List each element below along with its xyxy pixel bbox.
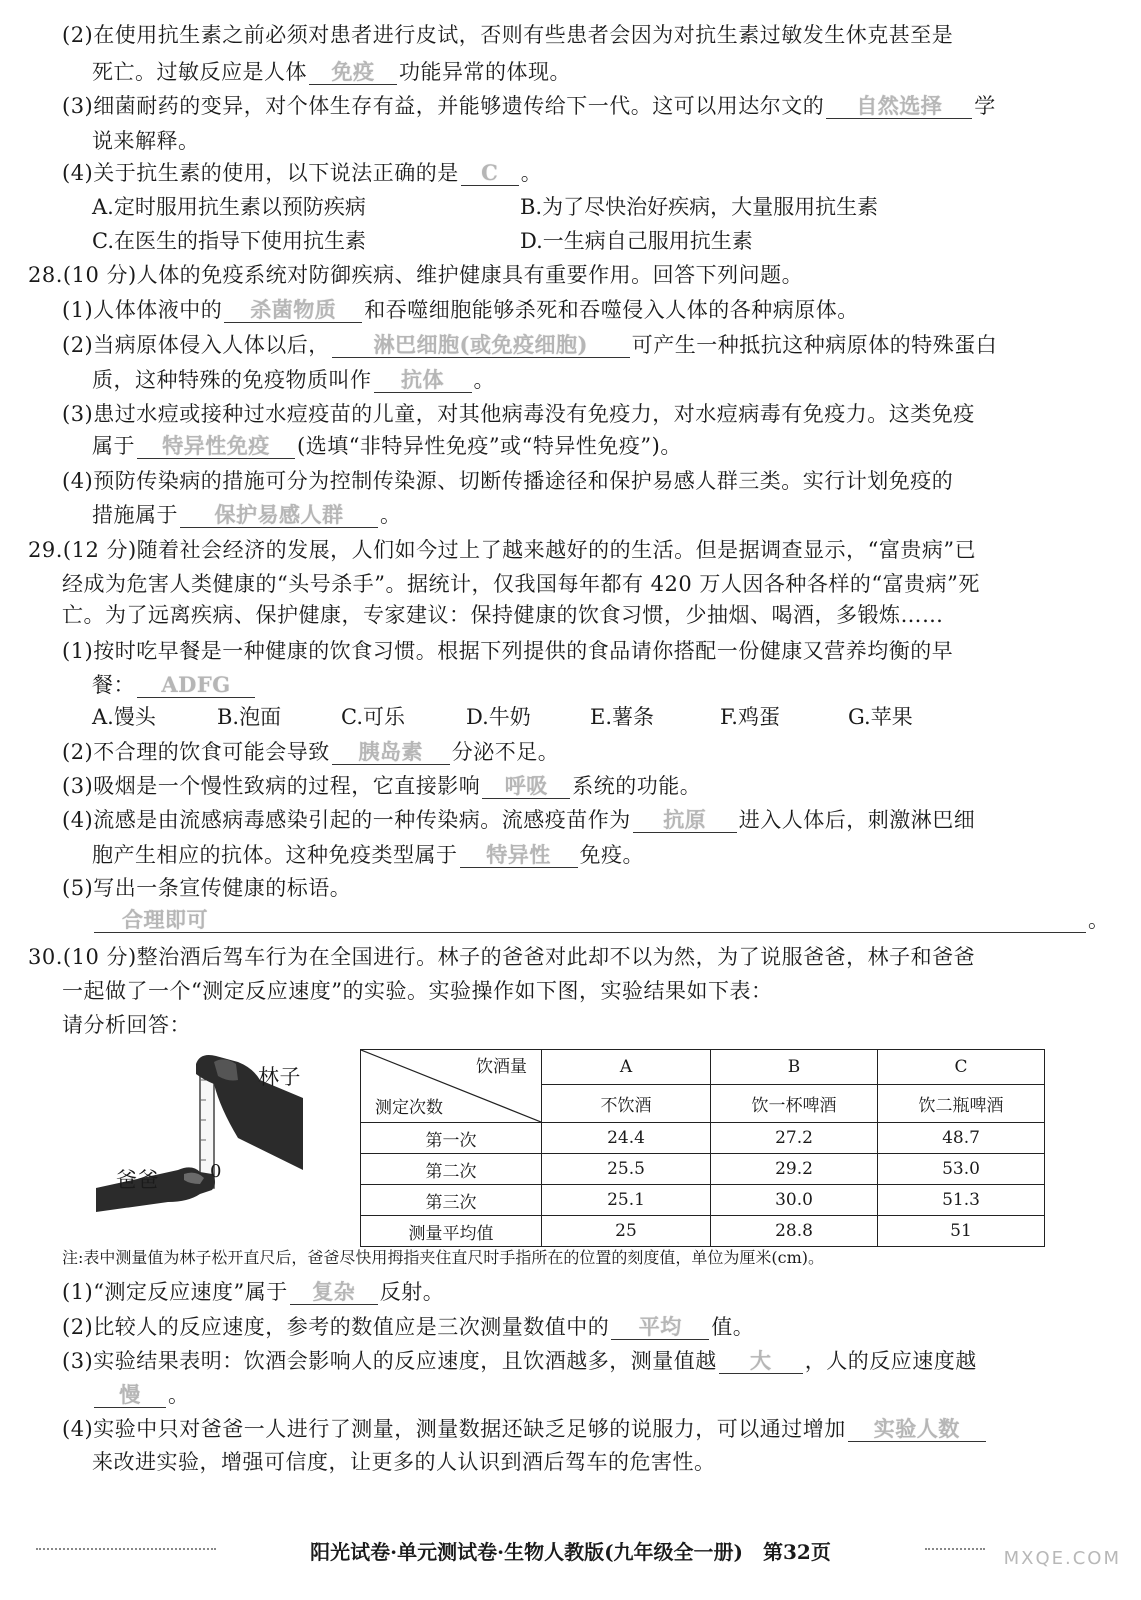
answer-blank: 特异性免疫 [137,434,295,459]
option-c: C.在医生的指导下使用抗生素 [92,229,366,253]
answer-blank: C [461,161,519,186]
q29-part5: (5)写出一条宣传健康的标语。 [62,876,352,900]
text: 进入人体后，刺激淋巴细 [738,808,976,832]
text: 学 [974,94,996,118]
answer-blank: 慢 [94,1383,166,1408]
text: 胞产生相应的抗体。这种免疫类型属于 [92,843,458,867]
q30-heading-line1: 30.(10 分)整治酒后驾车行为在全国进行。林子的爸爸对此却不以为然，为了说服爸爸，林子和爸爸 [28,945,976,969]
q30-heading-line2: 一起做了一个“测定反应速度”的实验。实验操作如下图，实验结果如下表： [62,979,773,1003]
column-header-desc: 不饮酒 [542,1085,711,1123]
table-cell: 24.4 [542,1123,711,1154]
reaction-data-table [360,1049,1045,1247]
text: (1)“测定反应速度”属于 [62,1280,288,1304]
text: (3)细菌耐药的变异，对个体生存有益，并能够遗传给下一代。这可以用达尔文的 [62,94,825,118]
answer-blank: 特异性 [460,843,578,868]
text: (3)吸烟是一个慢性致病的过程，它直接影响 [62,774,481,798]
q30-part2 [62,1312,754,1342]
q29-part2 [62,737,559,767]
option-b: B.为了尽快治好疾病，大量服用抗生素 [520,195,879,219]
text: (2)比较人的反应速度，参考的数值应是三次测量数值中的 [62,1315,610,1339]
text: 餐： [92,673,135,697]
food-option: E.薯条 [590,705,655,729]
q28-part4-line2 [92,500,402,530]
text: 措施属于 [92,503,178,527]
text: 属于 [92,434,135,458]
q29-part4-line2 [92,840,644,870]
text: 质，这种特殊的免疫物质叫作 [92,368,372,392]
answer-blank: 复杂 [290,1280,378,1305]
row-label: 测量平均值 [361,1216,542,1247]
text: 。 [168,1383,190,1407]
text: (3)实验结果表明：饮酒会影响人的反应速度，且饮酒越多，测量值越 [62,1349,717,1373]
answer-blank: 呼吸 [482,774,570,799]
q30-part4-line1 [62,1414,988,1444]
answer-blank: ADFG [137,673,255,698]
food-option: G.苹果 [848,705,913,729]
corner-diagonal-cell [361,1050,541,1122]
table-row [361,1123,1045,1154]
text: (4)实验中只对爸爸一人进行了测量，测量数据还缺乏足够的说服力，可以通过增加 [62,1417,846,1441]
text: 。 [380,503,402,527]
corner-header-top: 饮酒量 [476,1057,527,1077]
text: ，人的反应速度越 [804,1349,977,1373]
answer-blank: 实验人数 [848,1417,986,1442]
text: 和吞噬细胞能够杀死和吞噬侵入人体的各种病原体。 [364,298,859,322]
answer-blank: 大 [719,1349,803,1374]
text: (2)不合理的饮食可能会导致 [62,740,330,764]
q28-part1 [62,295,859,325]
figure-label-linzi: 林子 [258,1065,301,1089]
q28-part3-line2 [92,431,682,461]
food-option: D.牛奶 [466,705,531,729]
column-header-letter: B [711,1050,878,1085]
answer-blank: 平均 [611,1315,709,1340]
column-header-letter: C [878,1050,1045,1085]
table-cell: 48.7 [878,1123,1045,1154]
text: 功能异常的体现。 [399,60,571,84]
column-header-desc: 饮一杯啤酒 [711,1085,878,1123]
answer-blank: 抗体 [374,368,472,393]
q27-part2-line2 [92,57,571,87]
q29-part3 [62,771,701,801]
watermark-text: MXQE.COM [1003,1548,1121,1569]
q28-part2-line2 [92,365,495,395]
q27-part3-line2: 说来解释。 [92,129,200,153]
row-label: 第三次 [361,1185,542,1216]
table-cell: 25.1 [542,1185,711,1216]
food-option: A.馒头 [92,705,156,729]
q30-part4-line2: 来改进实验，增强可信度，让更多的人认识到酒后驾车的危害性。 [92,1450,716,1474]
answer-blank: 胰岛素 [332,740,450,765]
q29-part5-answer-line [92,905,1110,935]
q29-heading-line3: 亡。为了远离疾病、保护健康，专家建议：保持健康的饮食习惯，少抽烟、喝酒，多锻炼…… [62,603,944,627]
column-header-letter: A [542,1050,711,1085]
q27-part3-line1 [62,91,996,121]
q28-part4-line1: (4)预防传染病的措施可分为控制传染源、切断传播途径和保护易感人群三类。实行计划免疫的 [62,469,954,493]
answer-blank: 杀菌物质 [224,298,362,323]
text: 值。 [711,1315,755,1339]
q28-part3-line1: (3)患过水痘或接种过水痘疫苗的儿童，对其他病毒没有免疫力，对水痘病毒有免疫力。这类免疫 [62,402,975,426]
row-label: 第二次 [361,1154,542,1185]
answer-blank: 合理即可 [94,908,1086,933]
text: (4)关于抗生素的使用，以下说法正确的是 [62,161,459,185]
table-cell: 29.2 [711,1154,878,1185]
text: 。 [473,368,495,392]
text: (1)人体体液中的 [62,298,223,322]
option-d: D.一生病自己服用抗生素 [520,229,753,253]
q28-heading: 28.(10 分)人体的免疫系统对防御疾病、维护健康具有重要作用。回答下列问题。 [28,263,804,287]
table-cell: 25 [542,1216,711,1247]
table-corner-cell [361,1050,542,1123]
q30-heading-line3: 请分析回答： [62,1013,191,1037]
figure-label-father: 爸爸 [116,1168,159,1192]
q29-part1-line2 [92,670,257,700]
q27-part4 [62,158,542,188]
figure-label-zero: 0 [210,1161,222,1182]
text: 反射。 [379,1280,445,1304]
text: 死亡。过敏反应是人体 [92,60,307,84]
table-note: 注:表中测量值为林子松开直尺后，爸爸尽快用拇指夹住直尺时手指所在的位置的刻度值，单位为厘米(cm)。 [62,1248,825,1267]
page-footer: 阳光试卷·单元测试卷·生物人教版(九年级全一册) 第32页 [310,1540,831,1564]
column-header-desc: 饮二瓶啤酒 [878,1085,1045,1123]
text: 免疫。 [579,843,644,867]
table-cell: 27.2 [711,1123,878,1154]
answer-blank: 自然选择 [826,94,972,119]
text: 。 [520,161,543,185]
answer-blank: 抗原 [633,808,737,833]
text: (4)流感是由流感病毒感染引起的一种传染病。流感疫苗作为 [62,808,631,832]
table-cell: 53.0 [878,1154,1045,1185]
corner-header-bottom: 测定次数 [375,1098,443,1118]
q29-heading-line2: 经成为危害人类健康的“头号杀手”。据统计，仅我国每年都有 420 万人因各种各样的“富贵病”死 [62,572,980,596]
table-row [361,1216,1045,1247]
q28-part2-line1 [62,330,997,360]
q30-part1 [62,1277,444,1307]
food-option: C.可乐 [341,705,405,729]
table-cell: 28.8 [711,1216,878,1247]
text: (选填“非特异性免疫”或“特异性免疫”)。 [297,434,682,458]
q29-heading-line1: 29.(12 分)随着社会经济的发展，人们如今过上了越来越好的的生活。但是据调查显示，“富贵病”已 [28,538,977,562]
answer-blank: 保护易感人群 [180,503,378,528]
food-option: F.鸡蛋 [720,705,780,729]
table-cell: 51.3 [878,1185,1045,1216]
q30-part3-line2 [92,1380,190,1410]
table-cell: 30.0 [711,1185,878,1216]
food-option: B.泡面 [217,705,282,729]
row-label: 第一次 [361,1123,542,1154]
option-a: A.定时服用抗生素以预防疾病 [92,195,366,219]
watermark-logo [1004,1548,1121,1569]
answer-blank: 淋巴细胞(或免疫细胞) [332,333,630,358]
q29-part4-line1 [62,805,975,835]
q29-part1-line1: (1)按时吃早餐是一种健康的饮食习惯。根据下列提供的食品请你搭配一份健康又营养均衡的早 [62,639,954,663]
table-cell: 51 [878,1216,1045,1247]
text: 系统的功能。 [572,774,702,798]
text: 。 [1088,908,1110,932]
text: 可产生一种抵抗这种病原体的特殊蛋白 [631,333,998,357]
text: (2)当病原体侵入人体以后， [62,333,330,357]
q30-part3-line1 [62,1346,977,1376]
q27-part2-line1: (2)在使用抗生素之前必须对患者进行皮试，否则有些患者会因为对抗生素过敏发生休克甚至是 [62,23,954,47]
table-row [361,1185,1045,1216]
table-cell: 25.5 [542,1154,711,1185]
answer-blank: 免疫 [309,60,397,85]
text: 分泌不足。 [451,740,560,764]
table-row [361,1154,1045,1185]
